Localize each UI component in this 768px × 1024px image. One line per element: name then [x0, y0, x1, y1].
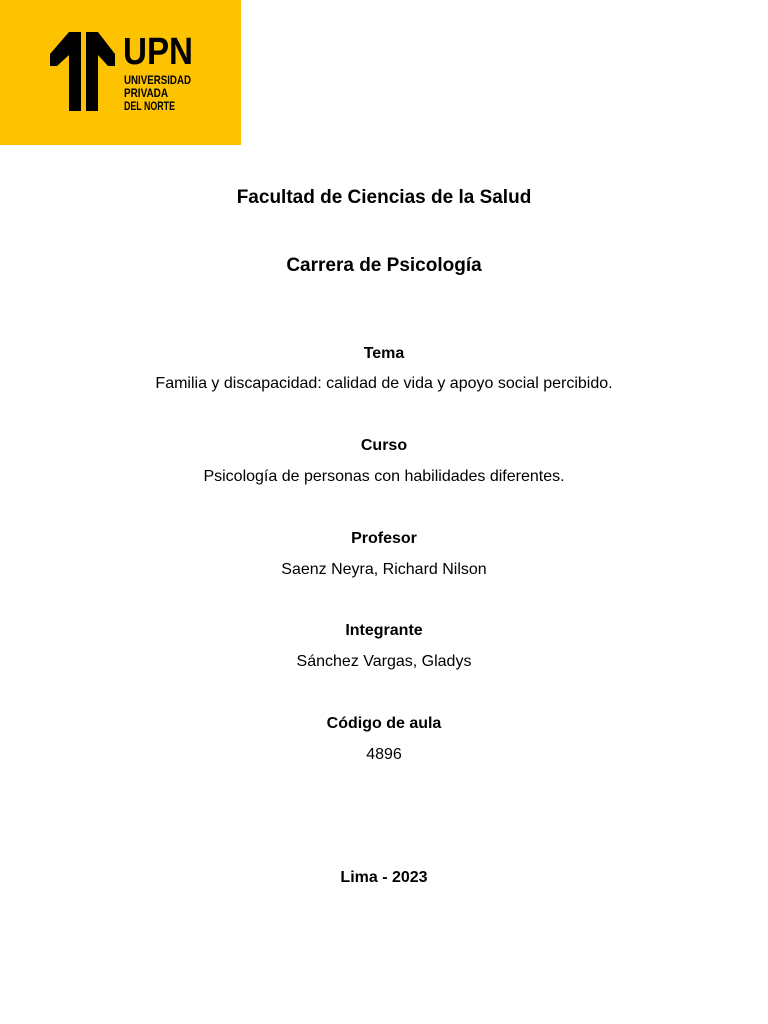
svg-text:DEL NORTE: DEL NORTE [124, 101, 176, 113]
topic-label: Tema [363, 345, 405, 362]
course-value: Psicología de personas con habilidades diferentes. [203, 468, 565, 485]
professor-label: Profesor [351, 530, 417, 547]
arrow-mark-icon [86, 32, 115, 111]
upn-logo-mark [0, 0, 241, 145]
member-label: Integrante [345, 622, 423, 639]
place-date-footer: Lima - 2023 [340, 869, 428, 886]
topic-value: Familia y discapacidad: calidad de vida y apoyo social percibido. [155, 375, 613, 392]
arrow-one-icon [50, 32, 81, 111]
svg-text:UPN: UPN [123, 31, 193, 73]
classroom-code-label: Código de aula [326, 715, 442, 732]
svg-text:UNIVERSIDAD: UNIVERSIDAD [124, 75, 191, 87]
professor-value: Saenz Neyra, Richard Nilson [281, 561, 487, 578]
faculty-title: Facultad de Ciencias de la Salud [236, 187, 532, 208]
member-value: Sánchez Vargas, Gladys [296, 653, 472, 670]
classroom-code-value: 4896 [366, 746, 402, 763]
svg-text:PRIVADA: PRIVADA [124, 88, 168, 100]
career-title: Carrera de Psicología [286, 255, 482, 276]
course-label: Curso [360, 437, 408, 454]
upn-logo [0, 0, 241, 145]
